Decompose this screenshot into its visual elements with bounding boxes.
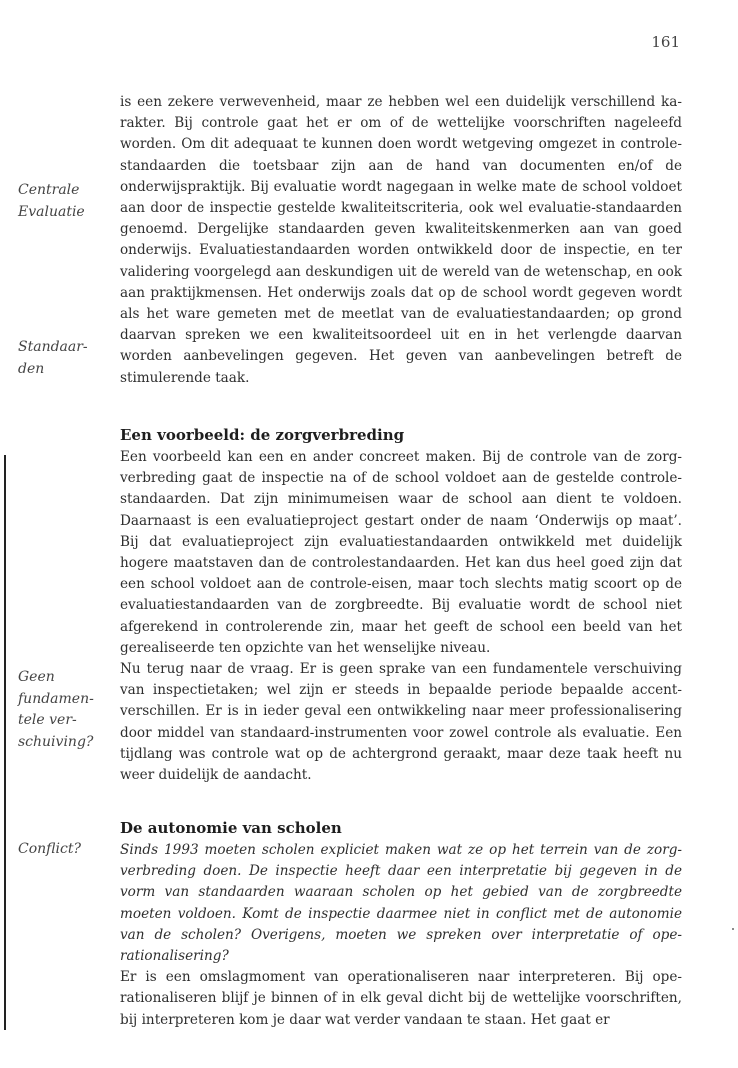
margin-note-conflict: Conflict? bbox=[18, 841, 81, 857]
paragraph-terug-naar-vraag: Nu terug naar de vraag. Er is geen sprake van een fundamentele verschuiving van inspectietaken; wel zijn er steeds in bepaalde periode bepaalde accentverschillen. Er is in ieder geval een ontwikkeling naar meer professionalisering door middel van standaard-instrumenten voor zowel controle als evaluatie. Een tijdlang was controle wat op de achtergrond geraakt, maar deze taak heeft nu weer duidelijk de aandacht. bbox=[120, 661, 682, 784]
margin-note-centrale-evaluatie: Centrale Evaluatie bbox=[18, 182, 85, 220]
scan-edge-line bbox=[4, 455, 6, 1030]
paragraph-controle-evaluatie: is een zekere verwevenheid, maar ze hebben wel een duidelijk verschillend karakter. Bij controle gaat het er om of de wettelijke voorschriften nageleefd worden. Om dit adequaat te kunnen doen wordt wetgeving omgezet in controle-standaarden die toetsbaar zijn aan de hand van documenten en/of de onderwijspraktijk. Bij evaluatie wordt nagegaan in welke mate de school voldoet aan door de inspectie gestelde kwaliteitscriteria, ook wel evaluatie-standaarden genoemd. Dergelijke standaarden geven kwaliteitskenmerken aan van goed onderwijs. Evaluatiestandaarden worden ontwikkeld door de inspectie, en ter validering voorgelegd aan deskundigen uit de wereld van de wetenschap, en ook aan praktijkmensen. Het onderwijs zoals dat op de school wordt gegeven wordt als het ware gemeten met de meetlat van de evaluatiestandaarden; op grond daarvan spreken we een kwaliteitsoordeel uit en in het verlengde daarvan worden aanbevelingen gegeven. Het geven van aanbevelingen betreft de stimulerende taak. bbox=[120, 94, 682, 386]
section-zorgverbreding bbox=[120, 425, 682, 786]
section-heading-zorgverbreding: Een voorbeeld: de zorgverbreding bbox=[120, 426, 405, 444]
paragraph-vraag-italic: Sinds 1993 moeten scholen expliciet maken wat ze op het terrein van de zorgverbreding doen. De inspectie heeft daar een interpretatie bij gegeven in de vorm van standaarden waaraan scholen op het gebied van de zorgbreedte moeten voldoen. Komt de inspectie daarmee niet in conflict met de autonomie van de scholen? Overigens, moeten we spreken over interpretatie of operationalisering? bbox=[120, 842, 682, 965]
paragraph-voorbeeld: Een voorbeeld kan een en ander concreet maken. Bij de controle van de zorgverbreding gaat de inspectie na of de school voldoet aan de gestelde controle-standaarden. Dat zijn minimumeisen waar de school aan dient te voldoen. Daarnaast is een evaluatieproject gestart onder de naam ‘Onderwijs op maat’. Bij dat evaluatieproject zijn evaluatiestandaarden ontwikkeld met duidelijk hogere maatstaven dan de controlestandaarden. Het kan dus heel goed zijn dat een school voldoet aan de controle-eisen, maar toch slechts matig scoort op de evaluatiestandaarden van de zorgbreedte. Bij evaluatie wordt de school niet afgerekend in controlerende zin, maar het geeft de school een beeld van het gerealiseerde ten opzichte van het wenselijke niveau. bbox=[120, 449, 682, 656]
section-autonomie bbox=[120, 818, 682, 1031]
margin-note-standaarden: Standaar-den bbox=[18, 339, 88, 377]
scan-speck bbox=[732, 928, 734, 930]
page-number: 161 bbox=[651, 33, 680, 51]
paragraph-omslagmoment: Er is een omslagmoment van operationaliseren naar interpreteren. Bij operationaliseren blijf je binnen of in elk geval dicht bij de wettelijke voorschriften, bij interpreteren kom je daar wat verder vandaan te staan. Het gaat er bbox=[120, 969, 682, 1028]
body-block-1 bbox=[120, 92, 682, 389]
margin-note-geen-fundamentele-verschuiving: Geen fundamen-tele ver-schuiving? bbox=[18, 669, 94, 750]
section-heading-autonomie: De autonomie van scholen bbox=[120, 819, 342, 837]
